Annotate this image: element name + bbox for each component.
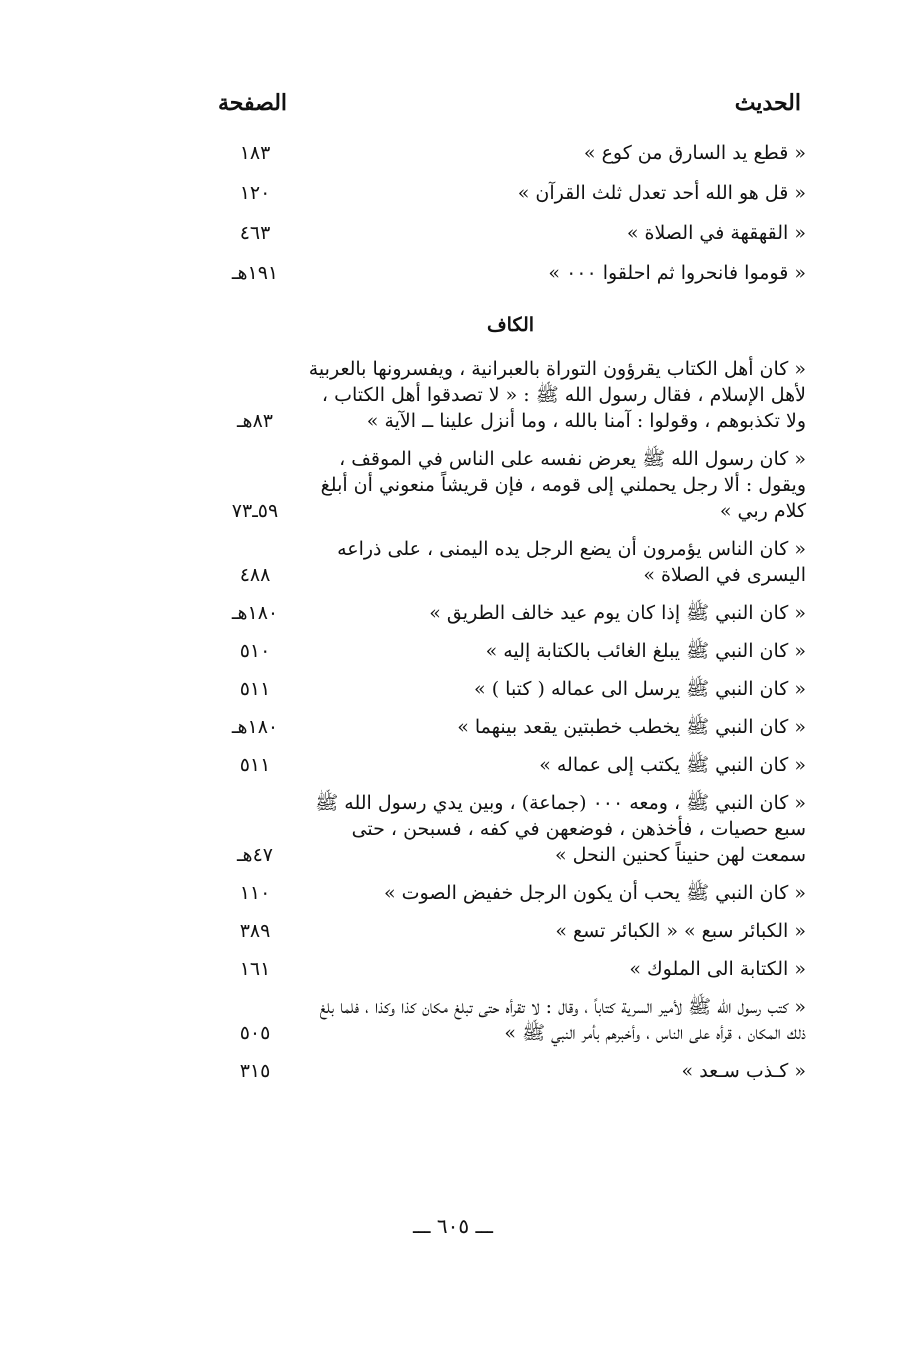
hadith-text: « كان أهل الكتاب يقرؤون التوراة بالعبرانية ، ويفسرونها بالعربية لأهل الإسلام ، فقال رسول الله ﷺ : « لا تصدقوا أهل الكتاب ، ولا تكذبوهم ، وقولوا : آمنا بالله ، وما أنزل علينا ــ الآية » <box>308 358 806 432</box>
page-number: ١١٠ <box>239 882 271 904</box>
list-item <box>215 956 806 982</box>
list-item <box>215 600 806 626</box>
index-entries <box>215 140 806 1096</box>
list-item <box>215 752 806 778</box>
hadith-text: « كان النبي ﷺ يحب أن يكون الرجل خفيض الصوت » <box>383 882 806 904</box>
hadith-text: « كان النبي ﷺ يبلغ الغائب بالكتابة إليه » <box>485 640 806 662</box>
hadith-text: « كـذب سـعد » <box>681 1060 806 1082</box>
hadith-text: « كان رسول الله ﷺ يعرض نفسه على الناس في الموقف ، ويقول : ألا رجل يحملني إلى قومه ، فإن قريشاً منعوني أن أبلغ كلام ربي » <box>320 448 806 522</box>
page-number: ٣١٥ <box>239 1060 271 1082</box>
page-number: ١٨٠هـ <box>231 716 279 738</box>
list-item <box>215 446 806 524</box>
page-number: ٥١١ <box>239 678 271 700</box>
section-title: الكاف <box>486 314 535 336</box>
list-item <box>215 638 806 664</box>
page-number: ٤٦٣ <box>239 222 271 244</box>
page-number: ١٢٠ <box>239 182 271 204</box>
list-item <box>215 140 806 166</box>
page-number: ١٦١ <box>239 958 271 980</box>
hadith-text: « الكتابة الى الملوك » <box>629 958 806 980</box>
hadith-text: « كان النبي ﷺ يخطب خطبتين يقعد بينهما » <box>457 716 806 738</box>
hadith-text: « كان النبي ﷺ يكتب إلى عماله » <box>539 754 806 776</box>
page-number: ٨٣هـ <box>236 410 273 432</box>
page-number: ٤٨٨ <box>239 564 271 586</box>
list-item <box>215 790 806 868</box>
page-footer-number: ـــ ٦٠٥ ـــ <box>412 1214 494 1238</box>
page-number: ١٩١هـ <box>231 262 279 284</box>
list-item <box>215 220 806 246</box>
hadith-text: « كان النبي ﷺ ، ومعه ٠٠٠ (جماعة) ، وبين يدي رسول الله ﷺ سبع حصيات ، فأخذهن ، فوضعهن في كفه ، فسبحن ، حتى سمعت لهن حنيناً كحنين النحل » <box>315 792 806 866</box>
list-item <box>215 180 806 206</box>
page-number: ٤٧هـ <box>236 844 273 866</box>
hadith-text: « كان النبي ﷺ يرسل الى عماله ( كتبا ) » <box>474 678 806 700</box>
list-item <box>215 994 806 1046</box>
list-item <box>215 260 806 286</box>
hadith-text: « قطع يد السارق من كوع » <box>583 142 806 164</box>
page-number: ٣٨٩ <box>239 920 271 942</box>
page-number: ٥١١ <box>239 754 271 776</box>
hadith-text: « كان الناس يؤمرون أن يضع الرجل يده اليمنى ، على ذراعه اليسرى في الصلاة » <box>337 538 806 586</box>
hadith-text: « القهقهة في الصلاة » <box>626 222 806 244</box>
hadith-column-heading: الحديث <box>734 90 801 116</box>
page-number: ١٨٠هـ <box>231 602 279 624</box>
hadith-text: « قوموا فانحروا ثم احلقوا ٠٠٠ » <box>548 262 806 284</box>
hadith-text: « كتب رسول الله ﷺ لأمير السرية كتاباً ، وقال : لا تقرأه حتى تبلغ مكان كذا وكذا ، فلما بلغ ذلك المكان ، قرأه على الناس ، وأخبرهم بأمر النبي ﷺ » <box>319 996 806 1044</box>
list-item <box>215 918 806 944</box>
list-item <box>215 1058 806 1084</box>
page-column-heading: الصفحة <box>218 90 288 116</box>
list-item <box>215 880 806 906</box>
page-number: ٥١٠ <box>239 640 271 662</box>
hadith-text: « كان النبي ﷺ إذا كان يوم عيد خالف الطريق » <box>429 602 806 624</box>
list-item <box>215 714 806 740</box>
list-item <box>215 536 806 588</box>
hadith-text: « قل هو الله أحد تعدل ثلث القرآن » <box>517 182 806 204</box>
hadith-text: « الكبائر سبع » « الكبائر تسع » <box>555 920 806 942</box>
page-number: ٥٠٥ <box>239 1022 271 1044</box>
page-number: ٥٩ـ٧٣ <box>231 500 279 522</box>
list-item <box>215 356 806 434</box>
list-item <box>215 676 806 702</box>
page-number: ١٨٣ <box>239 142 271 164</box>
